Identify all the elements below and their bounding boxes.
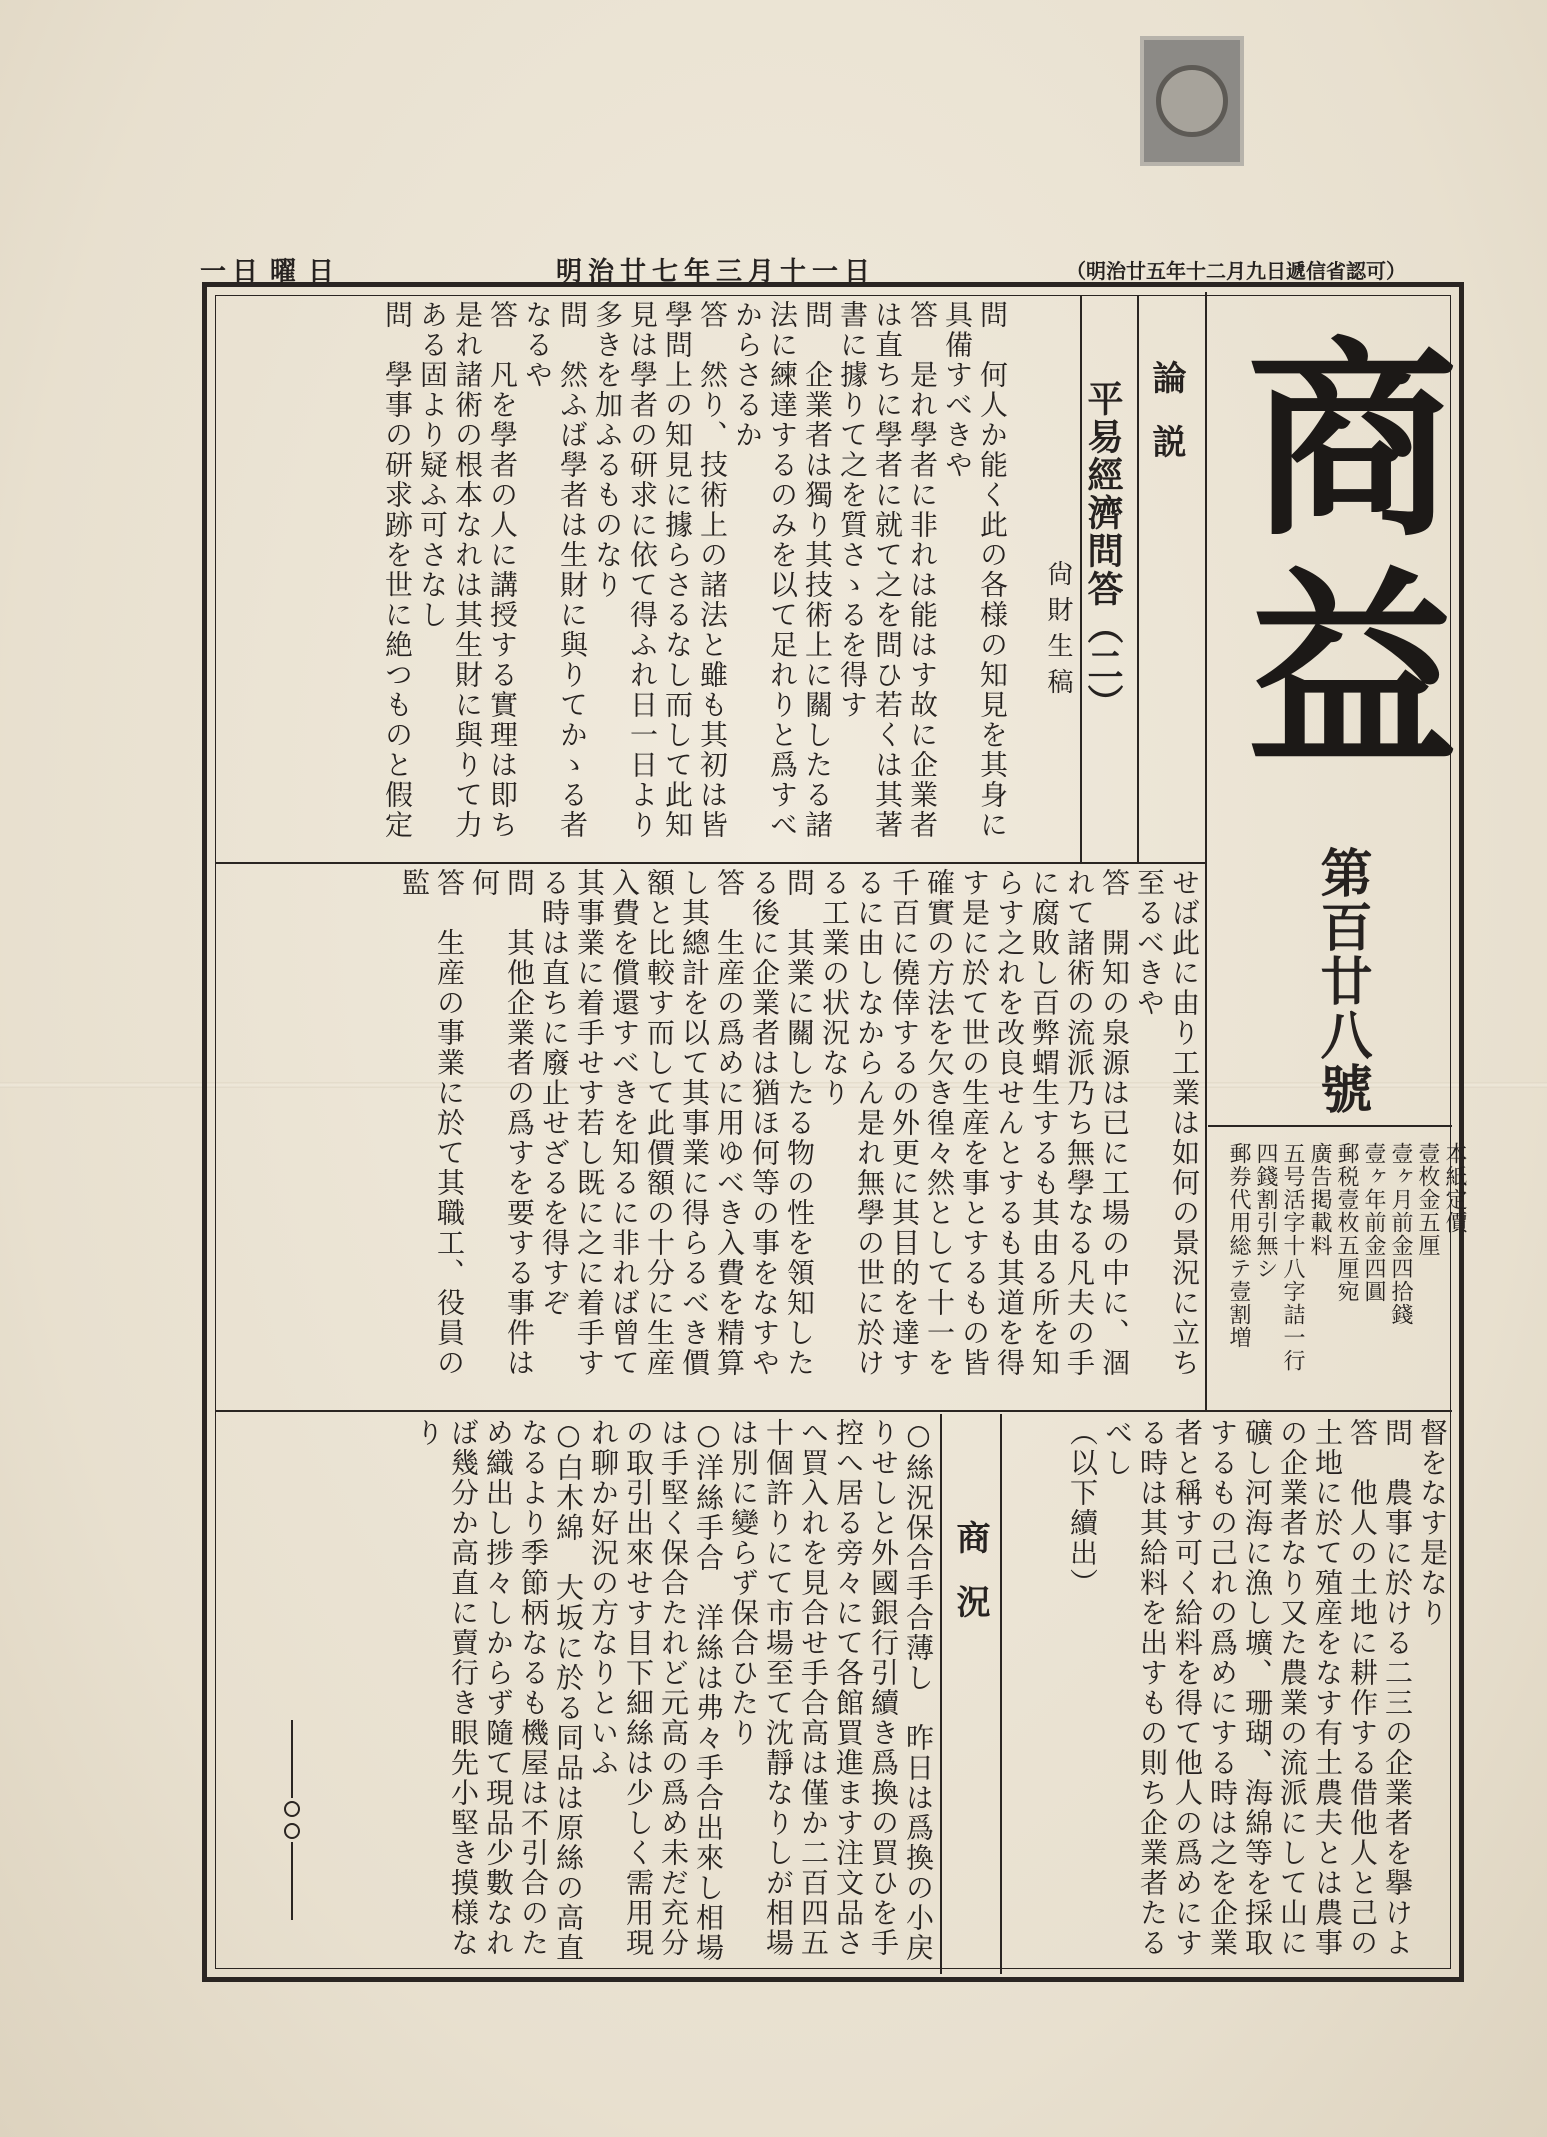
issue-number: 第百廿八號 <box>1311 846 1372 1116</box>
price-line: 壹ヶ月前金四拾錢 <box>1388 1142 1413 1326</box>
price-line: 壹枚金五厘 <box>1415 1142 1440 1257</box>
qa-paragraph: 答 他人の土地に耕作する借他人と己の土地に於て殖産をなす有土農夫とは農事の企業者なり又た農業の流派にして山に礦し河海に漁し壙、珊瑚、海綿等を採取するもの己れの爲めにする時は之を企業者と稱す可く給料を得て他人の爲めにする時は其給料を出すもの則ち企業者たるべし <box>1101 1418 1379 1958</box>
qa-paragraph: せば此に由り工業は如何の景況に立ち至るべきや <box>1133 868 1201 1378</box>
market-report-text <box>304 1418 936 1974</box>
price-line: 四錢割引無シ <box>1253 1142 1278 1280</box>
qa-paragraph: 問 何人か能く此の各様の知見を其身に具備すべきや <box>941 300 1009 840</box>
editorial-lower-text <box>1006 1418 1450 1974</box>
price-line: 郵税壹枚五厘宛 <box>1334 1142 1359 1303</box>
qa-paragraph: 問 企業者は獨り其技術上に關したる諸法に練達するのみを以て足れりと爲すべからさるか <box>731 300 834 840</box>
issue-date: 明治廿七年三月十一日 <box>556 256 877 287</box>
newspaper-title: 商益 <box>1212 330 1459 790</box>
article-author: 尙財生稿 <box>1043 560 1073 704</box>
editorial-upper-text <box>220 300 1010 856</box>
qa-paragraph: 督をなす是なり <box>1416 1418 1449 1628</box>
qa-paragraph: 問 其他企業者の爲すを要する事件は何 <box>468 868 536 1378</box>
qa-paragraph: 答 開知の泉源は已に工場の中に、涸れて諸術の流派乃ち無學なる凡夫の手に腐敗し百弊蝟生するも其由る所を知らす之れを改良せんとするも其道を得す是に於て世の生産を事とするもの皆確實の方法を欠き徨々然として十一を千百に僥倖するの外更に其目的を達するに由しなからん是れ無學の世に於ける工業の状況なり <box>818 868 1131 1378</box>
market-item: ○絲況保合手合薄し 昨日は爲換の小戻りせしと外國銀行引續き爲換の買ひを手控へ居る旁々にて各館買進ます注文品さへ買入れを見合せ手合高は僅か二百四五十個許りにて市場至て沈靜なりしが相場は別に變らず保合ひたり <box>727 1418 935 1963</box>
postage-stamp <box>1140 36 1244 166</box>
qa-paragraph: 答 生産の爲めに用ゆべき入費を精算し其總計を以て其事業に得らるべき價額と比較す而して此價額の十分に生産入費を償還すべきを知るに非れば曾て其事業に着手せす若し既に之に着手する時は直ちに廢止せざるを得すぞ <box>538 868 746 1378</box>
article-title: 平易經濟問答（二） <box>1082 380 1124 722</box>
price-line: 壹ヶ年前金四圓 <box>1361 1142 1386 1303</box>
qa-paragraph: 問 其業に關したる物の性を領知したる後に企業者は猶ほ何等の事をなすや <box>748 868 816 1378</box>
market-divider-right <box>1000 1414 1002 1974</box>
qa-paragraph: 問 農事に於ける二三の企業者を擧けよ <box>1381 1418 1414 1958</box>
weekday: 日曜日 <box>232 256 347 287</box>
postal-permit: （明治廿五年十二月九日遞信省認可） <box>1066 258 1406 283</box>
market-divider-left <box>940 1414 942 1974</box>
qa-paragraph: 答 然り、技術上の諸法と雖も其初は皆學問上の知見に據らさるなし而して此知見は學者の研求に依て得ふれ日一日より多きを加ふるものなり <box>591 300 729 840</box>
market-item: ○洋絲手合 洋絲は弗々手合出來し相場は手堅く保合たれど元高の爲め未だ充分の取引出來せす目下細絲は少しく需用現れ聊か好況の方なりといふ <box>587 1418 725 1963</box>
qa-paragraph: 答 是れ學者に非れは能はす故に企業者は直ちに學者に就て之を問ひ若くは其著書に據りて之を質さゝるを得す <box>836 300 939 840</box>
qa-paragraph: 答 生産の事業に於て其職工、役員の監 <box>398 868 466 1378</box>
qa-paragraph: 問 然ふば學者は生財に與りてかゝる者なるや <box>521 300 589 840</box>
section-divider <box>1137 296 1139 862</box>
page-number: 一 <box>200 256 229 287</box>
editorial-middle-text <box>220 868 1202 1402</box>
lower-divider <box>216 1410 1452 1412</box>
ornament-divider <box>282 1720 302 1920</box>
upper-divider <box>216 862 1206 864</box>
price-line: 五号活字十八字詰一行 <box>1280 1142 1305 1372</box>
market-item: ○白木綿 大坂に於る同品は原絲の高直なるより季節柄なるも機屋は不引合のため織出し捗々しからず隨て現品少數なれば幾分か高直に賣行き眼先小堅き摸様なり <box>412 1418 585 1963</box>
price-divider <box>1208 1125 1452 1127</box>
qa-paragraph: 答 凡を學者の人に講授する實理は即ち是れ諸術の根本なれは其生財に與りて力ある固より疑ふ可さなし <box>416 300 519 840</box>
editorial-section-label: 論説 <box>1146 360 1186 488</box>
market-section-label: 商況 <box>950 1520 990 1648</box>
price-label: 本紙定價 <box>1442 1142 1467 1234</box>
price-line: 廣告掲載料 <box>1307 1142 1332 1257</box>
subscription-prices <box>1225 1142 1468 1408</box>
masthead-divider <box>1205 292 1207 1412</box>
qa-paragraph: （以下續出） <box>1066 1418 1099 1598</box>
stamp-seal <box>1156 65 1228 137</box>
price-line: 郵券代用総テ壹割増 <box>1226 1142 1251 1349</box>
qa-paragraph: 問 學事の研求跡を世に絶つものと假定 <box>381 300 414 840</box>
